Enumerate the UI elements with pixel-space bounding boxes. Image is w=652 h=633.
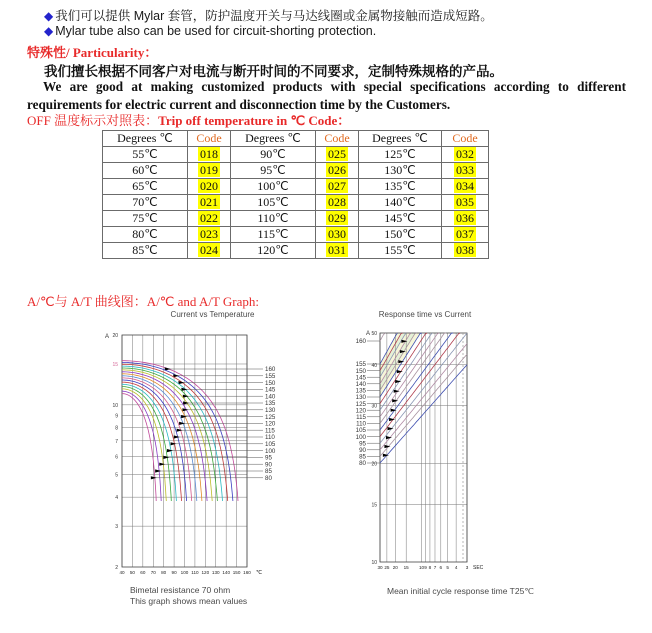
code-cell (188, 163, 231, 179)
graph-section-heading: A/℃与 A/T 曲线图：A/℃ and A/T Graph: (27, 294, 260, 309)
degrees-cell: 155℃ (359, 243, 442, 259)
svg-text:80: 80 (359, 460, 366, 468)
response-time-vs-current-chart (337, 322, 529, 580)
code-value: 036 (456, 211, 474, 225)
degrees-column-header: Degrees ℃ (359, 131, 442, 147)
code-cell (316, 147, 359, 163)
table-row (103, 179, 489, 195)
code-value: 030 (328, 227, 346, 241)
degrees-cell: 100℃ (231, 179, 316, 195)
code-value: 020 (200, 179, 218, 193)
svg-text:5: 5 (446, 565, 449, 570)
svg-text:160: 160 (355, 338, 366, 346)
svg-text:145: 145 (355, 374, 366, 382)
code-column-header: Code (316, 131, 359, 147)
code-table-heading-cn: OFF 温度标示对照表： (27, 113, 159, 128)
code-value: 026 (328, 163, 346, 177)
caption-line: Mean initial cycle response time T25℃ (387, 586, 534, 596)
code-cell (316, 211, 359, 227)
code-cell (316, 179, 359, 195)
code-value: 038 (456, 243, 474, 257)
code-value: 018 (200, 147, 218, 161)
left-chart-caption (130, 585, 247, 606)
current-vs-temperature-chart (95, 322, 330, 580)
svg-text:A: A (365, 331, 370, 337)
svg-text:15: 15 (403, 565, 409, 570)
code-value: 024 (200, 243, 218, 257)
svg-text:20: 20 (392, 565, 398, 570)
svg-text:8: 8 (115, 425, 118, 432)
svg-text:10: 10 (371, 560, 377, 566)
svg-text:7: 7 (115, 438, 118, 445)
degrees-cell: 135℃ (359, 179, 442, 195)
degrees-cell: 120℃ (231, 243, 316, 259)
svg-text:50: 50 (129, 570, 135, 575)
svg-text:95: 95 (359, 440, 366, 448)
degrees-cell: 145℃ (359, 211, 442, 227)
code-cell (316, 195, 359, 211)
svg-text:SEC: SEC (473, 565, 484, 571)
table-row (103, 243, 489, 259)
code-cell (188, 243, 231, 259)
degrees-cell: 105℃ (231, 195, 316, 211)
svg-text:100: 100 (180, 570, 189, 575)
svg-text:115: 115 (356, 414, 366, 421)
degrees-cell: 130℃ (359, 163, 442, 179)
svg-text:135: 135 (265, 400, 276, 408)
degrees-cell: 85℃ (103, 243, 188, 259)
code-value: 021 (200, 195, 218, 209)
right-chart-title: Response time vs Current (378, 310, 472, 319)
svg-text:125: 125 (265, 413, 276, 421)
svg-text:95: 95 (265, 454, 272, 462)
svg-text:155: 155 (355, 361, 366, 369)
degrees-cell: 60℃ (103, 163, 188, 179)
svg-text:120: 120 (201, 570, 210, 575)
svg-text:150: 150 (232, 570, 241, 575)
code-cell (442, 195, 489, 211)
bullet-item-1 (44, 6, 493, 24)
code-value: 031 (328, 243, 346, 257)
degrees-cell: 110℃ (231, 211, 316, 227)
svg-text:105: 105 (355, 427, 366, 435)
svg-text:9: 9 (115, 413, 118, 420)
code-cell (442, 243, 489, 259)
code-value: 034 (456, 179, 474, 193)
svg-text:130: 130 (265, 407, 276, 414)
svg-text:30: 30 (371, 403, 377, 410)
degrees-cell: 75℃ (103, 211, 188, 227)
caption-line: This graph shows mean values (130, 595, 248, 606)
svg-text:85: 85 (359, 453, 366, 461)
svg-text:145: 145 (265, 386, 276, 394)
code-cell (442, 211, 489, 227)
svg-text:110: 110 (265, 434, 275, 442)
svg-text:25: 25 (384, 565, 390, 570)
table-row (103, 227, 489, 243)
code-table-body (103, 147, 489, 259)
code-cell (188, 211, 231, 227)
svg-text:6: 6 (115, 454, 118, 461)
svg-text:160: 160 (265, 366, 276, 374)
particularity-text-en: We are good at making customized products with special specifications according to different requirements for electric current and disconnection time by the Customers. (27, 79, 626, 112)
table-row (103, 147, 489, 163)
svg-text:5: 5 (115, 472, 118, 479)
svg-text:7: 7 (433, 565, 437, 570)
code-cell (188, 147, 231, 163)
svg-text:15: 15 (371, 502, 377, 509)
svg-text:60: 60 (140, 570, 146, 575)
code-cell (442, 227, 489, 243)
code-value: 028 (328, 195, 346, 209)
svg-text:105: 105 (265, 441, 276, 448)
svg-text:8: 8 (428, 565, 432, 570)
trip-temperature-code-table (102, 130, 489, 259)
code-cell (442, 179, 489, 195)
left-chart-title: Current vs Temperature (170, 310, 255, 319)
code-cell (316, 227, 359, 243)
svg-text:120: 120 (355, 407, 366, 415)
svg-text:100: 100 (265, 447, 276, 455)
code-cell (442, 147, 489, 163)
svg-text:9: 9 (424, 565, 427, 570)
code-value: 022 (200, 211, 218, 225)
degrees-cell: 140℃ (359, 195, 442, 211)
svg-text:20: 20 (371, 461, 377, 468)
svg-text:90: 90 (265, 461, 272, 469)
svg-text:90: 90 (171, 570, 177, 575)
degrees-cell: 125℃ (359, 147, 442, 163)
caption-line: Bimetal resistance 70 ohm (130, 585, 231, 595)
table-row (103, 211, 489, 227)
bullet-item-2 (44, 24, 376, 38)
degrees-cell: 80℃ (103, 227, 188, 243)
bullet-text: Mylar tube also can be used for circuit-shorting protection. (55, 24, 377, 38)
svg-text:50: 50 (371, 331, 377, 337)
code-table-heading-en: Trip off temperature in ℃ Code： (158, 113, 351, 128)
diamond-bullet-icon: ◆ (44, 24, 54, 38)
code-value: 019 (200, 163, 218, 177)
degrees-cell: 95℃ (231, 163, 316, 179)
svg-text:10: 10 (418, 565, 425, 570)
code-value: 023 (200, 227, 218, 241)
svg-text:85: 85 (265, 468, 272, 476)
svg-text:30: 30 (377, 565, 383, 570)
svg-text:140: 140 (355, 381, 366, 388)
bullet-text: 我们可以提供 Mylar 套管，防护温度开关与马达线圈或金属物接触而造成短路。 (55, 9, 493, 23)
code-value: 027 (328, 179, 346, 193)
right-chart-caption (387, 586, 534, 597)
code-value: 033 (456, 163, 474, 177)
svg-text:120: 120 (265, 420, 276, 428)
code-value: 025 (328, 147, 346, 161)
svg-text:3: 3 (465, 565, 469, 570)
svg-text:40: 40 (119, 570, 125, 575)
svg-text:80: 80 (161, 570, 167, 575)
svg-text:150: 150 (355, 367, 366, 375)
table-row (103, 163, 489, 179)
svg-text:80: 80 (265, 475, 272, 482)
svg-text:135: 135 (355, 387, 366, 395)
svg-text:140: 140 (222, 570, 231, 575)
svg-text:110: 110 (356, 420, 366, 428)
svg-text:70: 70 (150, 570, 156, 575)
svg-text:100: 100 (355, 433, 366, 441)
code-value: 035 (456, 195, 474, 209)
code-cell (188, 179, 231, 195)
svg-text:90: 90 (359, 447, 366, 454)
degrees-cell: 55℃ (103, 147, 188, 163)
degrees-column-header: Degrees ℃ (231, 131, 316, 147)
code-cell (442, 163, 489, 179)
svg-text:2: 2 (115, 565, 118, 571)
svg-text:℃: ℃ (256, 570, 263, 576)
code-value: 037 (456, 227, 474, 241)
svg-text:10: 10 (112, 402, 118, 409)
code-value: 029 (328, 211, 346, 225)
svg-text:110: 110 (191, 570, 199, 575)
code-cell (316, 163, 359, 179)
svg-text:40: 40 (371, 362, 377, 369)
degrees-cell: 70℃ (103, 195, 188, 211)
degrees-column-header: Degrees ℃ (103, 131, 188, 147)
svg-text:140: 140 (265, 393, 276, 401)
table-header-row (103, 131, 489, 147)
svg-text:130: 130 (355, 394, 366, 402)
particularity-text-cn: 我们擅长根据不同客户对电流与断开时间的不同要求，定制特殊规格的产品。 (44, 64, 503, 79)
particularity-heading: 特殊性/ Particularity： (27, 45, 158, 60)
svg-text:4: 4 (454, 565, 458, 570)
svg-text:3: 3 (115, 524, 118, 531)
code-cell (188, 195, 231, 211)
degrees-cell: 150℃ (359, 227, 442, 243)
svg-text:6: 6 (439, 565, 443, 570)
degrees-cell: 115℃ (231, 227, 316, 243)
code-table-heading (27, 110, 350, 129)
svg-text:4: 4 (115, 495, 118, 502)
svg-text:15: 15 (112, 361, 118, 368)
diamond-bullet-icon: ◆ (44, 9, 54, 23)
svg-text:130: 130 (211, 570, 220, 575)
svg-text:A: A (105, 334, 110, 340)
svg-text:115: 115 (265, 427, 275, 435)
code-cell (188, 227, 231, 243)
code-column-header: Code (442, 131, 489, 147)
svg-text:125: 125 (355, 400, 366, 408)
svg-text:160: 160 (243, 570, 251, 575)
svg-text:155: 155 (265, 373, 276, 380)
table-row (103, 195, 489, 211)
code-value: 032 (456, 147, 474, 161)
degrees-cell: 90℃ (231, 147, 316, 163)
code-cell (316, 243, 359, 259)
degrees-cell: 65℃ (103, 179, 188, 195)
svg-text:150: 150 (265, 379, 276, 387)
svg-text:20: 20 (112, 333, 118, 339)
code-column-header: Code (188, 131, 231, 147)
